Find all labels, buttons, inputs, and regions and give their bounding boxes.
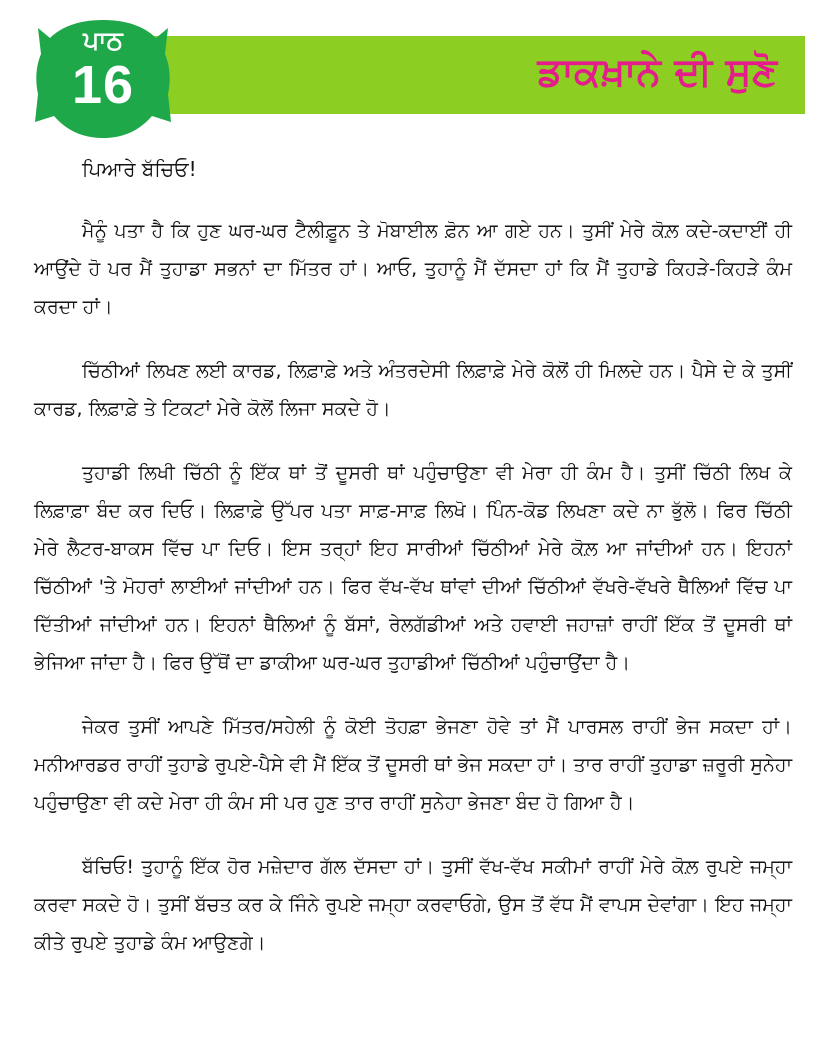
paragraph-1: ਮੈਨੂੰ ਪਤਾ ਹੈ ਕਿ ਹੁਣ ਘਰ-ਘਰ ਟੈਲੀਫ਼ੂਨ ਤੇ ਮੋਬਾਈਲ ਫ਼ੋਨ ਆ ਗਏ ਹਨ। ਤੁਸੀਂ ਮੇਰੇ ਕੋਲ਼ ਕਦੇ-ਕਦਾਈਂ ਹੀ ਆਉਂਦੇ ਹੋ ਪਰ ਮੈਂ ਤੁਹਾਡਾ ਸਭਨਾਂ ਦਾ ਮਿੱਤਰ ਹਾਂ। ਆਓ, ਤੁਹਾਨੂੰ ਮੈਂ ਦੱਸਦਾ ਹਾਂ ਕਿ ਮੈਂ ਤੁਹਾਡੇ ਕਿਹੜੇ-ਕਿਹੜੇ ਕੰਮ ਕਰਦਾ ਹਾਂ।	[34, 220, 792, 318]
paragraph-4: ਜੇਕਰ ਤੁਸੀਂ ਆਪਣੇ ਮਿੱਤਰ/ਸਹੇਲੀ ਨੂੰ ਕੋਈ ਤੋਹਫ਼ਾ ਭੇਜਣਾ ਹੋਵੇ ਤਾਂ ਮੈਂ ਪਾਰਸਲ ਰਾਹੀਂ ਭੇਜ ਸਕਦਾ ਹਾਂ। ਮਨੀਆਰਡਰ ਰਾਹੀਂ ਤੁਹਾਡੇ ਰੁਪਏ-ਪੈਸੇ ਵੀ ਮੈਂ ਇੱਕ ਤੋਂ ਦੂਸਰੀ ਥਾਂ ਭੇਜ ਸਕਦਾ ਹਾਂ। ਤਾਰ ਰਾਹੀਂ ਤੁਹਾਡਾ ਜ਼ਰੂਰੀ ਸੁਨੇਹਾ ਪਹੁੰਚਾਉਣਾ ਵੀ ਕਦੇ ਮੇਰਾ ਹੀ ਕੰਮ ਸੀ ਪਰ ਹੁਣ ਤਾਰ ਰਾਹੀਂ ਸੁਨੇਹਾ ਭੇਜਣਾ ਬੰਦ ਹੋ ਗਿਆ ਹੈ।	[34, 716, 792, 814]
lesson-header	[0, 0, 825, 140]
title-bar	[95, 36, 805, 114]
lesson-number: 16	[71, 55, 135, 115]
paragraph-2: ਚਿੱਠੀਆਂ ਲਿਖਣ ਲਈ ਕਾਰਡ, ਲਿਫ਼ਾਫ਼ੇ ਅਤੇ ਅੰਤਰਦੇਸੀ ਲਿਫ਼ਾਫ਼ੇ ਮੇਰੇ ਕੋਲੋਂ ਹੀ ਮਿਲਦੇ ਹਨ। ਪੈਸੇ ਦੇ ਕੇ ਤੁਸੀਂ ਕਾਰਡ, ਲਿਫ਼ਾਫ਼ੇ ਤੇ ਟਿਕਟਾਂ ਮੇਰੇ ਕੋਲੋਂ ਲਿਜਾ ਸਕਦੇ ਹੋ।	[34, 360, 792, 420]
lesson-badge	[34, 14, 172, 142]
paragraph-3: ਤੁਹਾਡੀ ਲਿਖੀ ਚਿੱਠੀ ਨੂੰ ਇੱਕ ਥਾਂ ਤੋਂ ਦੂਸਰੀ ਥਾਂ ਪਹੁੰਚਾਉਣਾ ਵੀ ਮੇਰਾ ਹੀ ਕੰਮ ਹੈ। ਤੁਸੀਂ ਚਿੱਠੀ ਲਿਖ ਕੇ ਲਿਫ਼ਾਫ਼ਾ ਬੰਦ ਕਰ ਦਿਓ। ਲਿਫ਼ਾਫ਼ੇ ਉੱਪਰ ਪਤਾ ਸਾਫ਼-ਸਾਫ਼ ਲਿਖੋ। ਪਿੰਨ-ਕੋਡ ਲਿਖਣਾ ਕਦੇ ਨਾ ਭੁੱਲੋ। ਫਿਰ ਚਿੱਠੀ ਮੇਰੇ ਲੈਟਰ-ਬਾਕਸ ਵਿੱਚ ਪਾ ਦਿਓ। ਇਸ ਤਰ੍ਹਾਂ ਇਹ ਸਾਰੀਆਂ ਚਿੱਠੀਆਂ ਮੇਰੇ ਕੋਲ਼ ਆ ਜਾਂਦੀਆਂ ਹਨ। ਇਹਨਾਂ ਚਿੱਠੀਆਂ 'ਤੇ ਮੋਹਰਾਂ ਲਾਈਆਂ ਜਾਂਦੀਆਂ ਹਨ। ਫਿਰ ਵੱਖ-ਵੱਖ ਥਾਂਵਾਂ ਦੀਆਂ ਚਿੱਠੀਆਂ ਵੱਖਰੇ-ਵੱਖਰੇ ਥੈਲਿਆਂ ਵਿੱਚ ਪਾ ਦਿੱਤੀਆਂ ਜਾਂਦੀਆਂ ਹਨ। ਇਹਨਾਂ ਥੈਲਿਆਂ ਨੂੰ ਬੱਸਾਂ, ਰੇਲਗੱਡੀਆਂ ਅਤੇ ਹਵਾਈ ਜਹਾਜ਼ਾਂ ਰਾਹੀਂ ਇੱਕ ਤੋਂ ਦੂਸਰੀ ਥਾਂ ਭੇਜਿਆ ਜਾਂਦਾ ਹੈ। ਫਿਰ ਉੱਥੋਂ ਦਾ ਡਾਕੀਆ ਘਰ-ਘਰ ਤੁਹਾਡੀਆਂ ਚਿੱਠੀਆਂ ਪਹੁੰਚਾਉਂਦਾ ਹੈ।	[34, 462, 792, 674]
lesson-body	[34, 150, 792, 988]
salutation: ਪਿਆਰੇ ਬੱਚਿਓ!	[82, 157, 197, 181]
paragraph-5: ਬੱਚਿਓ! ਤੁਹਾਨੂੰ ਇੱਕ ਹੋਰ ਮਜ਼ੇਦਾਰ ਗੱਲ ਦੱਸਦਾ ਹਾਂ। ਤੁਸੀਂ ਵੱਖ-ਵੱਖ ਸਕੀਮਾਂ ਰਾਹੀਂ ਮੇਰੇ ਕੋਲ਼ ਰੁਪਏ ਜਮ੍ਹਾ ਕਰਵਾ ਸਕਦੇ ਹੋ। ਤੁਸੀਂ ਬੱਚਤ ਕਰ ਕੇ ਜਿੰਨੇ ਰੁਪਏ ਜਮ੍ਹਾ ਕਰਵਾਓਗੇ, ਉਸ ਤੋਂ ਵੱਧ ਮੈਂ ਵਾਪਸ ਦੇਵਾਂਗਾ। ਇਹ ਜਮ੍ਹਾ ਕੀਤੇ ਰੁਪਏ ਤੁਹਾਡੇ ਕੰਮ ਆਉਣਗੇ।	[34, 856, 792, 954]
lesson-title: ਡਾਕਖ਼ਾਨੇ ਦੀ ਸੁਣੋ	[537, 50, 777, 95]
lesson-label: ਪਾਠ	[83, 26, 123, 55]
